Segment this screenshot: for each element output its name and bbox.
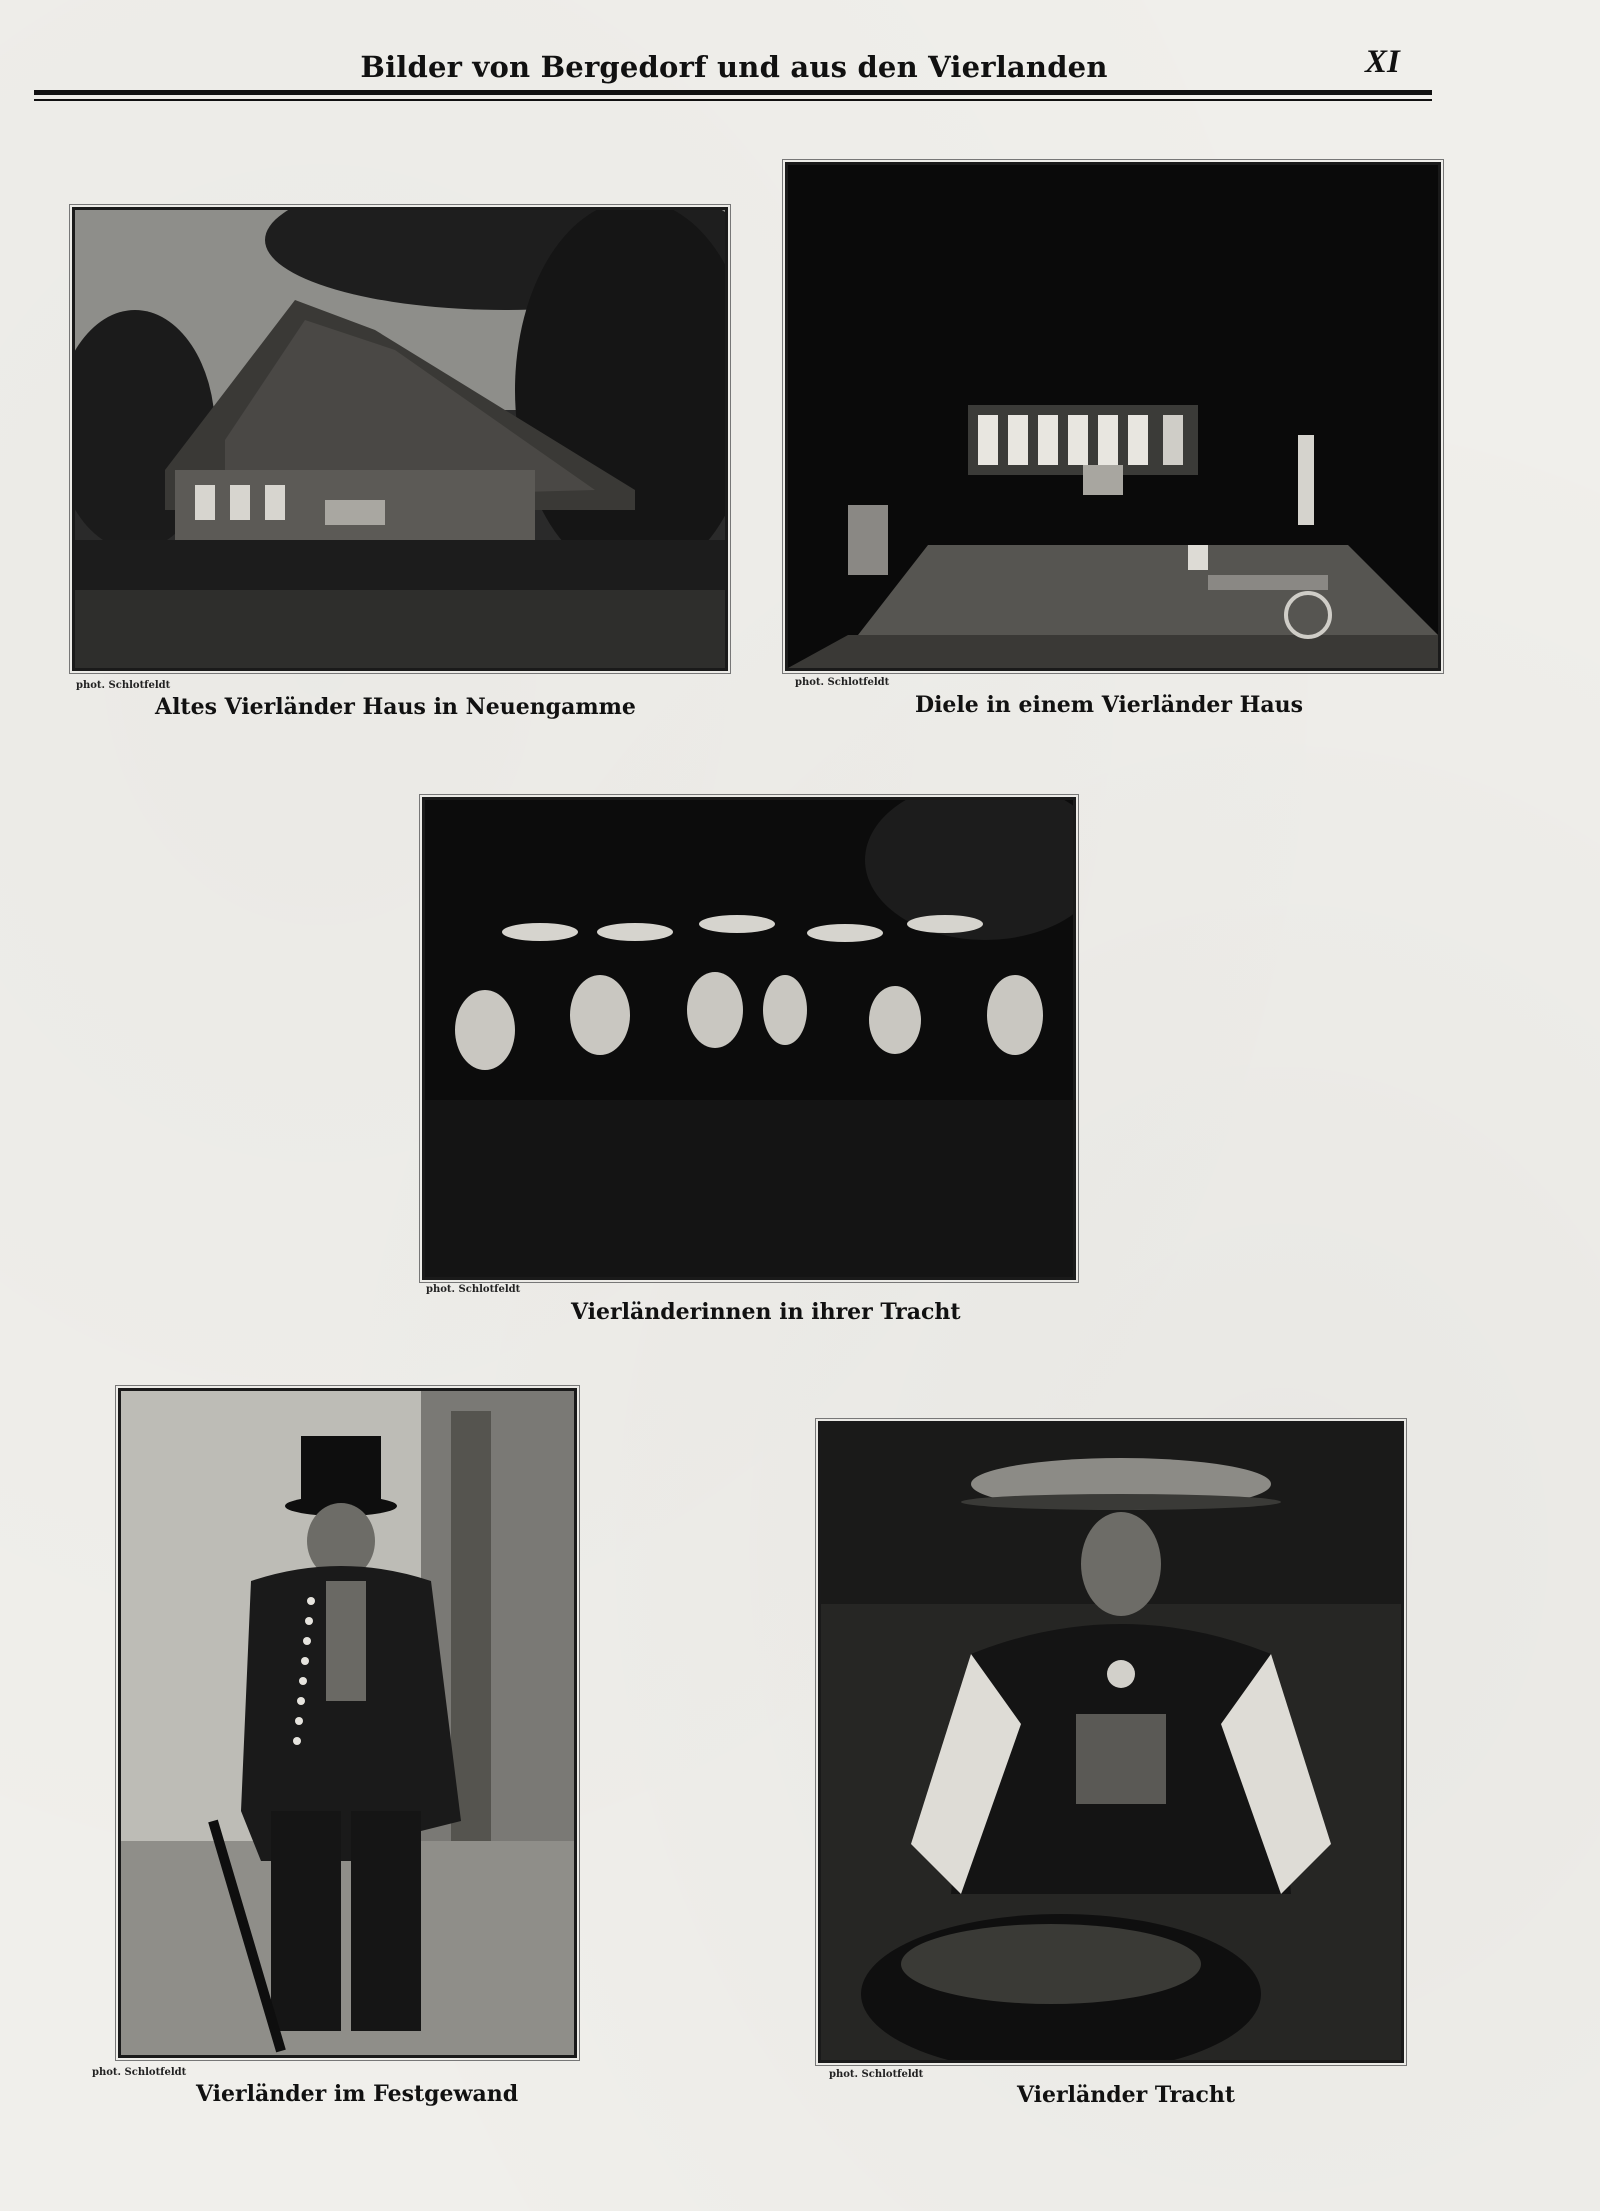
header-rule-thin: [34, 99, 1432, 101]
photo-women-group: [422, 797, 1076, 1280]
page-header-title: Bilder von Bergedorf und aus den Vierlanden: [360, 50, 1108, 84]
photo-man-festive-dress: [118, 1388, 577, 2058]
photo-hall-interior: [785, 162, 1441, 671]
photo-caption-5: Vierländer Tracht: [1017, 2082, 1236, 2108]
photo-woman-costume: [818, 1421, 1404, 2063]
photo-credit-3: phot. Schlotfeldt: [426, 1284, 521, 1295]
photo-caption-3: Vierländerinnen in ihrer Tracht: [571, 1299, 961, 1325]
photo-farmhouse: [72, 207, 728, 671]
header-rule-thick: [34, 90, 1432, 95]
photo-credit-5: phot. Schlotfeldt: [829, 2069, 924, 2080]
photo-caption-4: Vierländer im Festgewand: [196, 2081, 519, 2107]
photo-caption-1: Altes Vierländer Haus in Neuengamme: [155, 694, 636, 720]
photo-credit-2: phot. Schlotfeldt: [795, 677, 890, 688]
page-number: XI: [1365, 44, 1400, 80]
photo-caption-2: Diele in einem Vierländer Haus: [915, 692, 1304, 718]
photo-credit-4: phot. Schlotfeldt: [92, 2067, 187, 2078]
photo-credit-1: phot. Schlotfeldt: [76, 680, 171, 691]
